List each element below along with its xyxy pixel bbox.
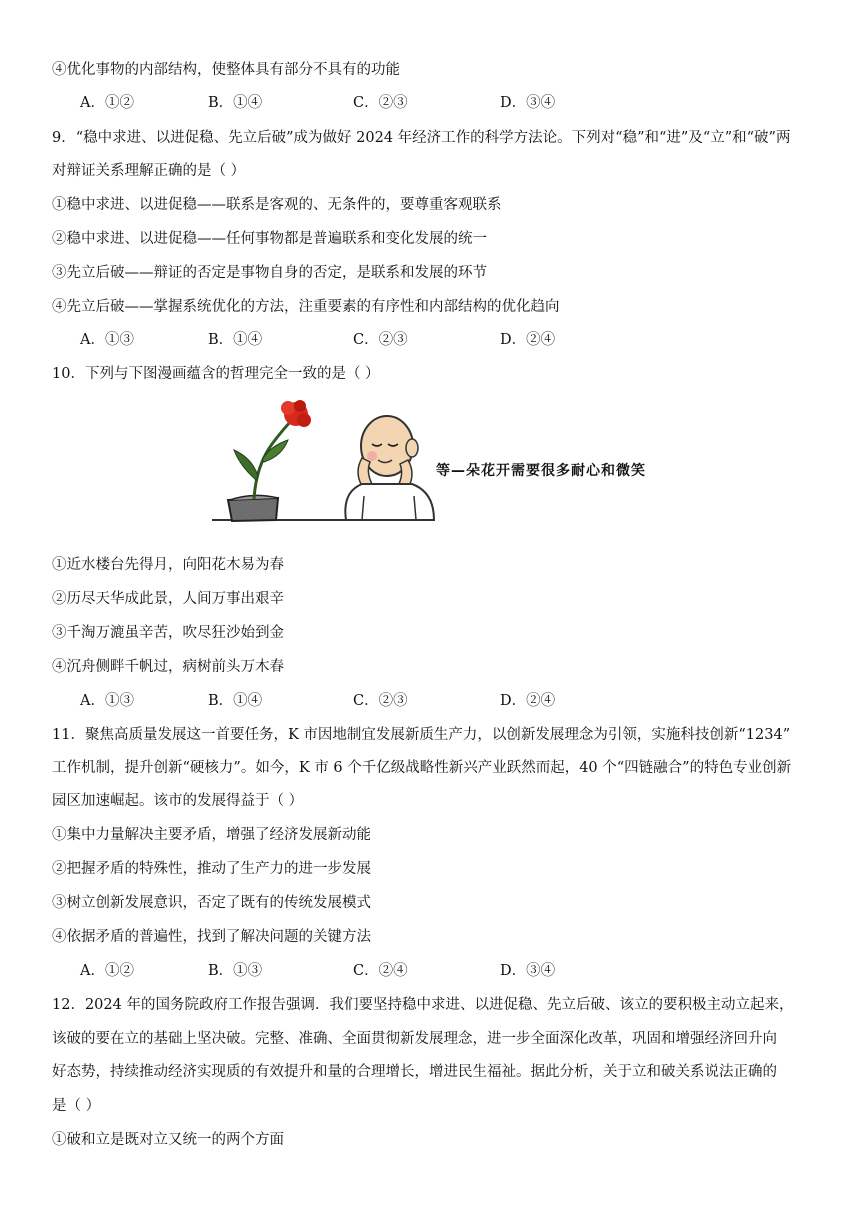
q9-item-1: ①稳中求进、以进促稳——联系是客观的、无条件的，要尊重客观联系 — [52, 197, 502, 213]
q11-item-4: ④依据矛盾的普遍性，找到了解决问题的关键方法 — [52, 929, 371, 945]
q12-stem-line-3: 好态势，持续推动经济实现质的有效提升和量的合理增长，增进民生福祉。据此分析，关于立和破关系说法正确的 — [52, 1064, 777, 1080]
q11-option-b[interactable]: B．①③ — [208, 963, 263, 979]
q9-option-b[interactable]: B．①④ — [208, 332, 263, 348]
q12-stem-line-4: 是（ ） — [52, 1098, 101, 1114]
q10-item-4: ④沉舟侧畔千帆过，病树前头万木春 — [52, 659, 284, 675]
q10-item-1: ①近水楼台先得月，向阳花木易为春 — [52, 557, 284, 573]
q9-stem-line-1: 9．“稳中求进、以进促稳、先立后破”成为做好 2024 年经济工作的科学方法论。下列对“稳”和“进”及“立”和“破”两 — [52, 130, 791, 146]
q8-option-c[interactable]: C．②③ — [353, 95, 408, 111]
q10-option-d[interactable]: D．②④ — [500, 693, 556, 709]
q10-stem: 10．下列与下图漫画蕴含的哲理完全一致的是（ ） — [52, 366, 380, 382]
q12-stem-line-2: 该破的要在立的基础上坚决破。完整、准确、全面贯彻新发展理念，进一步全面深化改革，巩固和增强经济回升向 — [52, 1031, 777, 1047]
q9-stem-line-2: 对辩证关系理解正确的是（ ） — [52, 163, 246, 179]
q12-item-1: ①破和立是既对立又统一的两个方面 — [52, 1132, 284, 1148]
q8-option-b[interactable]: B．①④ — [208, 95, 263, 111]
q11-option-c[interactable]: C．②④ — [353, 963, 408, 979]
q10-item-3: ③千淘万漉虽辛苦，吹尽狂沙始到金 — [52, 625, 284, 641]
q9-option-d[interactable]: D．②④ — [500, 332, 556, 348]
q11-item-2: ②把握矛盾的特殊性，推动了生产力的进一步发展 — [52, 861, 371, 877]
q9-item-3: ③先立后破——辩证的否定是事物自身的否定，是联系和发展的环节 — [52, 265, 487, 281]
q8-item-4: ④优化事物的内部结构，使整体具有部分不具有的功能 — [52, 62, 400, 78]
q9-item-2: ②稳中求进、以进促稳——任何事物都是普遍联系和变化发展的统一 — [52, 231, 487, 247]
q8-option-a[interactable]: A．①② — [80, 95, 134, 111]
q9-item-4: ④先立后破——掌握系统优化的方法，注重要素的有序性和内部结构的优化趋向 — [52, 299, 560, 315]
q10-option-c[interactable]: C．②③ — [353, 693, 408, 709]
q9-option-a[interactable]: A．①③ — [80, 332, 134, 348]
cartoon-caption: 等—朵花开需要很多耐心和微笑 — [436, 463, 646, 479]
q11-item-3: ③树立创新发展意识，否定了既有的传统发展模式 — [52, 895, 371, 911]
q11-stem-line-1: 11．聚焦高质量发展这一首要任务，K 市因地制宜发展新质生产力，以创新发展理念为引领，实施科技创新“1234” — [52, 727, 791, 743]
q11-option-a[interactable]: A．①② — [80, 963, 134, 979]
q10-option-a[interactable]: A．①③ — [80, 693, 134, 709]
q11-stem-line-3: 园区加速崛起。该市的发展得益于（ ） — [52, 793, 304, 809]
q10-option-b[interactable]: B．①④ — [208, 693, 263, 709]
q8-option-d[interactable]: D．③④ — [500, 95, 556, 111]
q9-option-c[interactable]: C．②③ — [353, 332, 408, 348]
q11-item-1: ①集中力量解决主要矛盾，增强了经济发展新动能 — [52, 827, 371, 843]
q10-item-2: ②历尽天华成此景，人间万事出艰辛 — [52, 591, 284, 607]
q12-stem-line-1: 12．2024 年的国务院政府工作报告强调．我们要坚持稳中求进、以进促稳、先立后破、该立的要积极主动立起来， — [52, 997, 794, 1013]
q11-option-d[interactable]: D．③④ — [500, 963, 556, 979]
q11-stem-line-2: 工作机制，提升创新“硬核力”。如今，K 市 6 个千亿级战略性新兴产业跃然而起，40 个“四链融合”的特色专业创新 — [52, 760, 792, 776]
